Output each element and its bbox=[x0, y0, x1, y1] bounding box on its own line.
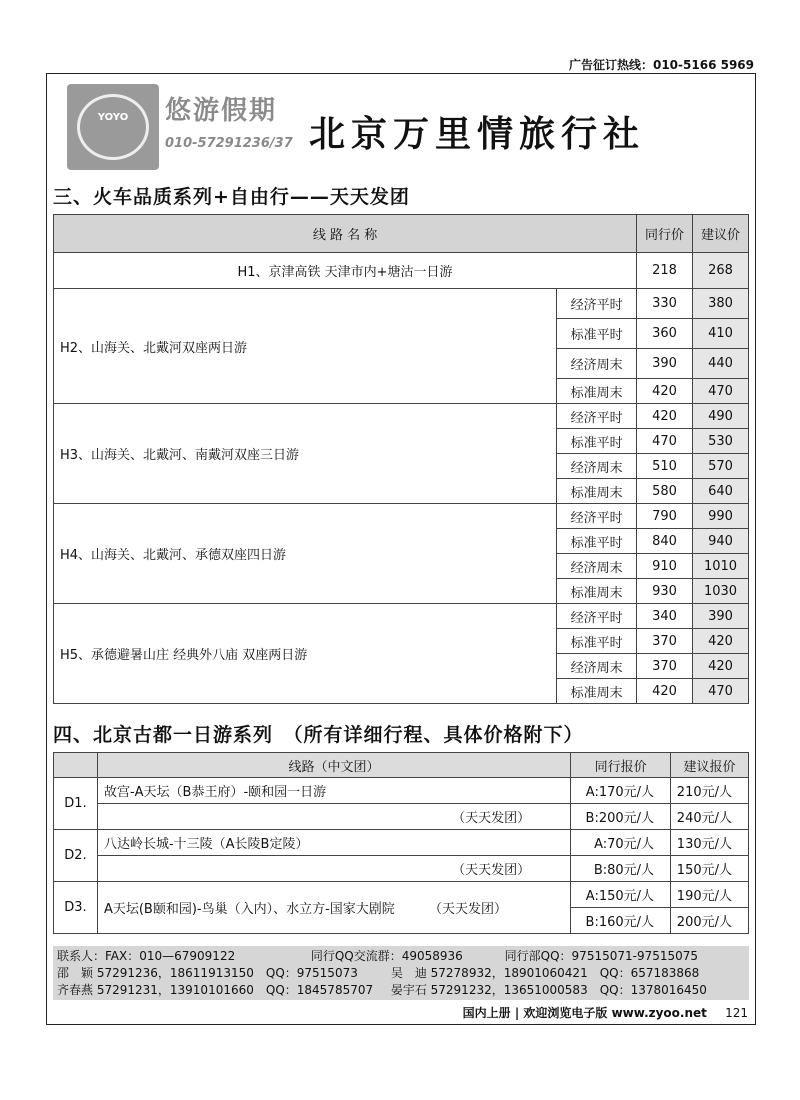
tier: 经济平时 bbox=[557, 404, 637, 429]
contact-block bbox=[53, 946, 749, 1000]
peer-price: 420 bbox=[637, 379, 693, 404]
tier: 经济平时 bbox=[557, 289, 637, 319]
tier: 经济周末 bbox=[557, 554, 637, 579]
table-row bbox=[54, 804, 749, 830]
page-number: 121 bbox=[725, 1006, 748, 1020]
header-suggested-price: 建议报价 bbox=[671, 753, 749, 778]
peer-price: 910 bbox=[637, 554, 693, 579]
contact-person: 吴 迪 57278932，18901060421 QQ：657183868 bbox=[390, 966, 700, 980]
fax: 联系人：FAX：010—67909122 bbox=[57, 949, 236, 963]
tier: 标准周末 bbox=[557, 579, 637, 604]
suggested-price: 420 bbox=[693, 629, 749, 654]
logo-text: YOYO bbox=[97, 112, 129, 123]
suggested-price: 268 bbox=[693, 253, 749, 289]
peer-price: 930 bbox=[637, 579, 693, 604]
suggested-price: 200元/人 bbox=[671, 908, 749, 934]
table-row bbox=[54, 504, 749, 529]
tier: 标准平时 bbox=[557, 319, 637, 349]
suggested-price: 150元/人 bbox=[671, 856, 749, 882]
peer-price: B:200元/人 bbox=[571, 804, 671, 830]
suggested-price: 410 bbox=[693, 319, 749, 349]
peer-price: 470 bbox=[637, 429, 693, 454]
peer-price: 218 bbox=[637, 253, 693, 289]
peer-price: 390 bbox=[637, 349, 693, 379]
tier: 经济周末 bbox=[557, 349, 637, 379]
table-row bbox=[54, 882, 749, 908]
contact-row bbox=[57, 965, 745, 982]
yoyo-logo bbox=[67, 84, 159, 170]
contact-person: 晏宇石 57291232，13651000583 QQ：1378016450 bbox=[390, 983, 707, 997]
suggested-price: 390 bbox=[693, 604, 749, 629]
suggested-price: 1010 bbox=[693, 554, 749, 579]
peer-price: 790 bbox=[637, 504, 693, 529]
ad-hotline: 广告征订热线：010-5166 5969 bbox=[568, 58, 754, 72]
daily-departure: （天天发团） bbox=[97, 856, 570, 882]
suggested-price: 490 bbox=[693, 404, 749, 429]
peer-price: 840 bbox=[637, 529, 693, 554]
route-h1: H1、京津高铁 天津市内+塘沽一日游 bbox=[54, 253, 637, 289]
suggested-price: 380 bbox=[693, 289, 749, 319]
tier: 标准周末 bbox=[557, 379, 637, 404]
table-row bbox=[54, 253, 749, 289]
table-header-row bbox=[54, 215, 749, 253]
beijing-tour-table bbox=[53, 752, 749, 934]
suggested-price: 1030 bbox=[693, 579, 749, 604]
table-row bbox=[54, 289, 749, 319]
section-title-beijing: 四、北京古都一日游系列 （所有详细行程、具体价格附下） bbox=[53, 724, 584, 746]
section-title-train: 三、火车品质系列+自由行——天天发团 bbox=[53, 186, 410, 208]
peer-price: 360 bbox=[637, 319, 693, 349]
code-d2: D2. bbox=[54, 830, 98, 882]
suggested-price: 240元/人 bbox=[671, 804, 749, 830]
peer-price: 370 bbox=[637, 654, 693, 679]
peer-price: 340 bbox=[637, 604, 693, 629]
daily-departure: （天天发团） bbox=[97, 804, 570, 830]
page-frame bbox=[46, 73, 756, 1025]
suggested-price: 470 bbox=[693, 679, 749, 704]
suggested-price: 420 bbox=[693, 654, 749, 679]
route-d3 bbox=[97, 882, 570, 934]
peer-price: B:160元/人 bbox=[571, 908, 671, 934]
contact-person: 齐春燕 57291231，13910101660 QQ：1845785707 bbox=[57, 983, 374, 997]
header-route: 线 路 名 称 bbox=[54, 215, 637, 253]
contact-person: 邵 颖 57291236，18611913150 QQ：97515073 bbox=[57, 966, 358, 980]
header-code bbox=[54, 753, 98, 778]
header-suggested-price: 建议价 bbox=[693, 215, 749, 253]
table-row bbox=[54, 856, 749, 882]
tier: 经济周末 bbox=[557, 654, 637, 679]
peer-price: 420 bbox=[637, 679, 693, 704]
header-peer-price: 同行价 bbox=[637, 215, 693, 253]
brand-name: 悠游假期 bbox=[165, 96, 278, 126]
route-h2: H2、山海关、北戴河双座两日游 bbox=[54, 289, 557, 404]
code-d3: D3. bbox=[54, 882, 98, 934]
table-header-row bbox=[54, 753, 749, 778]
header-route: 线路（中文团） bbox=[97, 753, 570, 778]
peer-price: A:170元/人 bbox=[571, 778, 671, 804]
peer-price: A:70元/人 bbox=[571, 830, 671, 856]
suggested-price: 990 bbox=[693, 504, 749, 529]
tier: 经济平时 bbox=[557, 504, 637, 529]
tier: 标准平时 bbox=[557, 429, 637, 454]
code-d1: D1. bbox=[54, 778, 98, 830]
tier: 经济平时 bbox=[557, 604, 637, 629]
brand-phone: 010-57291236/37 bbox=[165, 136, 293, 151]
peer-price: 510 bbox=[637, 454, 693, 479]
suggested-price: 210元/人 bbox=[671, 778, 749, 804]
suggested-price: 530 bbox=[693, 429, 749, 454]
peer-price: 330 bbox=[637, 289, 693, 319]
dept-qq: 同行部QQ：97515071-97515075 bbox=[504, 949, 699, 963]
fish-emblem-icon bbox=[77, 94, 149, 160]
route-h3: H3、山海关、北戴河、南戴河双座三日游 bbox=[54, 404, 557, 504]
tier: 标准周末 bbox=[557, 679, 637, 704]
contact-row bbox=[57, 948, 745, 965]
peer-price: A:150元/人 bbox=[571, 882, 671, 908]
contact-row bbox=[57, 982, 745, 999]
suggested-price: 640 bbox=[693, 479, 749, 504]
suggested-price: 440 bbox=[693, 349, 749, 379]
header-peer-price: 同行报价 bbox=[571, 753, 671, 778]
suggested-price: 190元/人 bbox=[671, 882, 749, 908]
daily-departure: （天天发团） bbox=[428, 902, 507, 917]
route-h4: H4、山海关、北戴河、承德双座四日游 bbox=[54, 504, 557, 604]
peer-price: B:80元/人 bbox=[571, 856, 671, 882]
table-row bbox=[54, 604, 749, 629]
suggested-price: 130元/人 bbox=[671, 830, 749, 856]
table-row bbox=[54, 404, 749, 429]
peer-price: 370 bbox=[637, 629, 693, 654]
qq-group: 同行QQ交流群：49058936 bbox=[310, 949, 463, 963]
company-title: 北京万里情旅行社 bbox=[309, 114, 646, 155]
tier: 经济周末 bbox=[557, 454, 637, 479]
peer-price: 580 bbox=[637, 479, 693, 504]
route-h5: H5、承德避暑山庄 经典外八庙 双座两日游 bbox=[54, 604, 557, 704]
suggested-price: 570 bbox=[693, 454, 749, 479]
peer-price: 420 bbox=[637, 404, 693, 429]
route-d3-text: A天坛(B颐和园)-鸟巢（入内）、水立方-国家大剧院 bbox=[103, 902, 395, 917]
footer-text: 国内上册 | 欢迎浏览电子版 www.zyoo.net bbox=[462, 1006, 707, 1020]
route-d1: 故宫-A天坛（B恭王府）-颐和园一日游 bbox=[97, 778, 570, 804]
train-price-table bbox=[53, 214, 749, 704]
suggested-price: 940 bbox=[693, 529, 749, 554]
route-d2: 八达岭长城-十三陵（A长陵B定陵） bbox=[97, 830, 570, 856]
tier: 标准平时 bbox=[557, 529, 637, 554]
table-row bbox=[54, 778, 749, 804]
page-footer bbox=[463, 1004, 748, 1021]
tier: 标准平时 bbox=[557, 629, 637, 654]
table-row bbox=[54, 830, 749, 856]
tier: 标准周末 bbox=[557, 479, 637, 504]
suggested-price: 470 bbox=[693, 379, 749, 404]
